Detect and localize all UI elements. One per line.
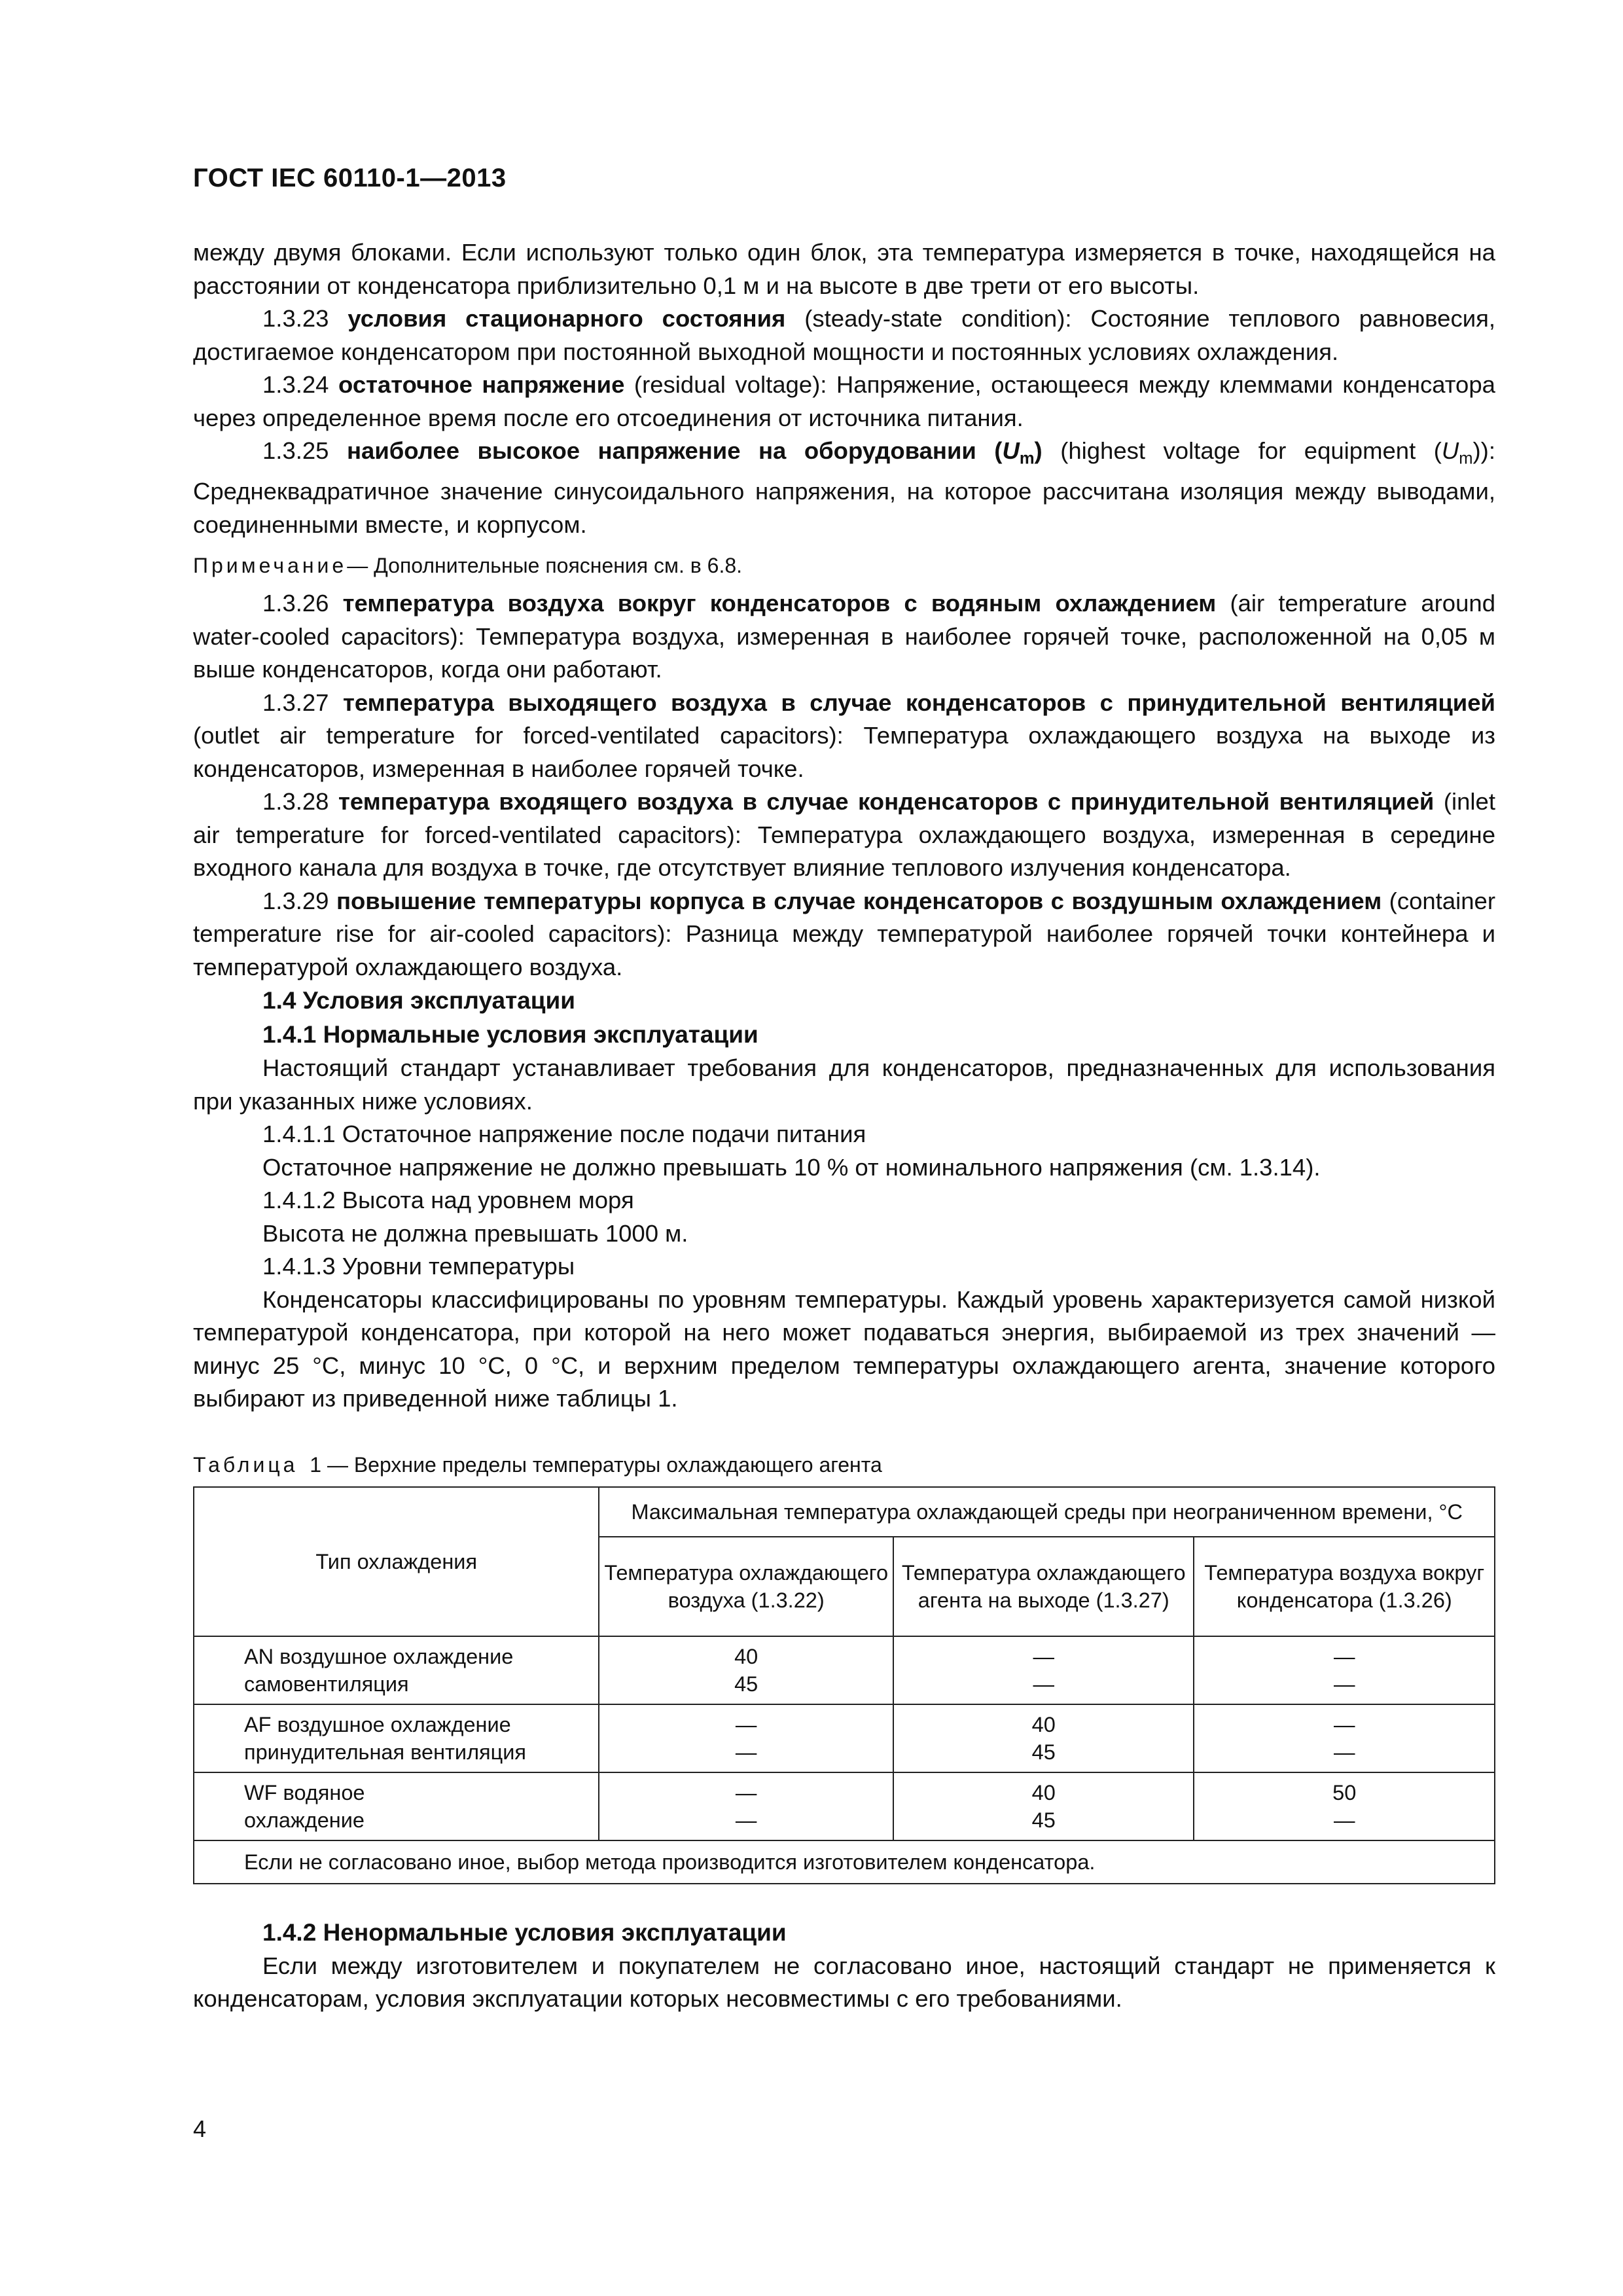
table-row: AN воздушное охлаждение самовентиляция 40 45 — — — — — [194, 1636, 1495, 1704]
definition-1-3-24: 1.3.24 остаточное напряжение (residual voltage): Напряжение, остающееся между клеммами конденсатора через определенное время после его отсоединения от источника питания. — [193, 371, 1495, 431]
table-caption: Таблица 1 — Верхние пределы температуры охлаждающего агента — [193, 1452, 882, 1477]
section-heading-1-4: 1.4 Условия эксплуатации — [262, 987, 575, 1014]
paragraph-continuation: между двумя блоками. Если используют только один блок, эта температура измеряется в точке, находящейся на расстоянии от конденсатора приблизительно 0,1 м и на высоте в две трети от его высоты. — [193, 239, 1495, 299]
section-heading-1-4-1: 1.4.1 Нормальные условия эксплуатации — [262, 1021, 758, 1049]
definition-1-3-29: 1.3.29 повышение температуры корпуса в случае конденсаторов с воздушным охлаждением (container temperature rise for air-cooled capacitors): Разница между температурой наиболее горячей точки контейнера и температурой охлаждающего воздуха. — [193, 887, 1495, 980]
header-col-air: Температура охлаждающего воздуха (1.3.22) — [599, 1537, 893, 1636]
definition-1-3-27: 1.3.27 температура выходящего воздуха в случае конденсаторов с принудительной вентиляцией (outlet air temperature for forced-ventilated capacitors): Температура охлаждающего воздуха на выходе из конденсаторов, измеренная в наиболее горячей точке. — [193, 689, 1495, 782]
paragraph-1-4-1-2: Высота не должна превышать 1000 м. — [262, 1219, 688, 1247]
cooling-limits-table — [193, 1486, 1495, 1884]
definition-1-3-26: 1.3.26 температура воздуха вокруг конденсаторов с водяным охлаждением (air temperature around water-cooled capacitors): Температура воздуха, измеренная в наиболее горячей точке, расположенной на 0,05 м выше конденсаторов, когда они работают. — [193, 590, 1495, 683]
section-heading-1-4-2: 1.4.2 Ненормальные условия эксплуатации — [262, 1918, 787, 1946]
document-header: ГОСТ IEC 60110-1—2013 — [193, 164, 507, 192]
note: Примечание— Дополнительные пояснения см. в 6.8. — [193, 554, 743, 578]
header-col-outlet: Температура охлаждающего агента на выходе (1.3.27) — [893, 1537, 1194, 1636]
paragraph-1-4-2: Если между изготовителем и покупателем не согласовано иное, настоящий стандарт не применяется к конденсаторам, условия эксплуатации которых несовместимы с его требованиями. — [193, 1952, 1495, 2013]
definition-1-3-23: 1.3.23 условия стационарного состояния (steady-state condition): Состояние теплового равновесия, достигаемое конденсатором при постоянной выходной мощности и постоянных условиях охлаждения. — [193, 305, 1495, 365]
table-row: WF водяное охлаждение — — 40 45 50 — — [194, 1772, 1495, 1840]
definition-1-3-28: 1.3.28 температура входящего воздуха в случае конденсаторов с принудительной вентиляцией (inlet air temperature for forced-ventilated capacitors): Температура охлаждающего воздуха, измеренная в середине входного канала для воздуха в точке, где отсутствует влияние теплового излучения конденсатора. — [193, 788, 1495, 882]
header-group: Максимальная температура охлаждающей среды при неограниченном времени, °С — [599, 1487, 1495, 1537]
page-number: 4 — [193, 2115, 207, 2142]
document-page — [193, 164, 1495, 2016]
table-header-row — [194, 1487, 1495, 1537]
paragraph-1-4-1-3: Конденсаторы классифицированы по уровням температуры. Каждый уровень характеризуется самой низкой температурой конденсатора, при которой на него может подаваться энергия, выбираемой из трех значений — минус 25 °С, минус 10 °С, 0 °С, и верхним пределом температуры охлаждающего агента, значение которого выбирают из приведенной ниже таблицы 1. — [193, 1285, 1495, 1412]
paragraph-1-4-1: Настоящий стандарт устанавливает требования для конденсаторов, предназначенных для использования при указанных ниже условиях. — [193, 1054, 1495, 1115]
header-cooling-type: Тип охлаждения — [194, 1487, 599, 1636]
definition-1-3-25: 1.3.25 наиболее высокое напряжение на оборудовании $(U_m)$ (highest voltage for equipment $(U_m)$): Среднеквадратичное значение синусоидального напряжения, на которое рассчитана изоляция между выводами, соединенными вместе, и корпусом. — [193, 437, 1495, 538]
table-footer: Если не согласовано иное, выбор метода производится изготовителем конденсатора. — [194, 1840, 1495, 1884]
subsection-1-4-1-1: 1.4.1.1 Остаточное напряжение после подачи питания — [262, 1121, 866, 1148]
subsection-1-4-1-2: 1.4.1.2 Высота над уровнем моря — [262, 1187, 634, 1214]
header-col-around: Температура воздуха вокруг конденсатора (1.3.26) — [1194, 1537, 1495, 1636]
table-row: AF воздушное охлаждение принудительная вентиляция — — 40 45 — — — [194, 1704, 1495, 1772]
table-footer-row — [194, 1840, 1495, 1884]
paragraph-1-4-1-1: Остаточное напряжение не должно превышать 10 % от номинального напряжения (см. 1.3.14). — [262, 1153, 1321, 1181]
subsection-1-4-1-3: 1.4.1.3 Уровни температуры — [262, 1253, 575, 1280]
